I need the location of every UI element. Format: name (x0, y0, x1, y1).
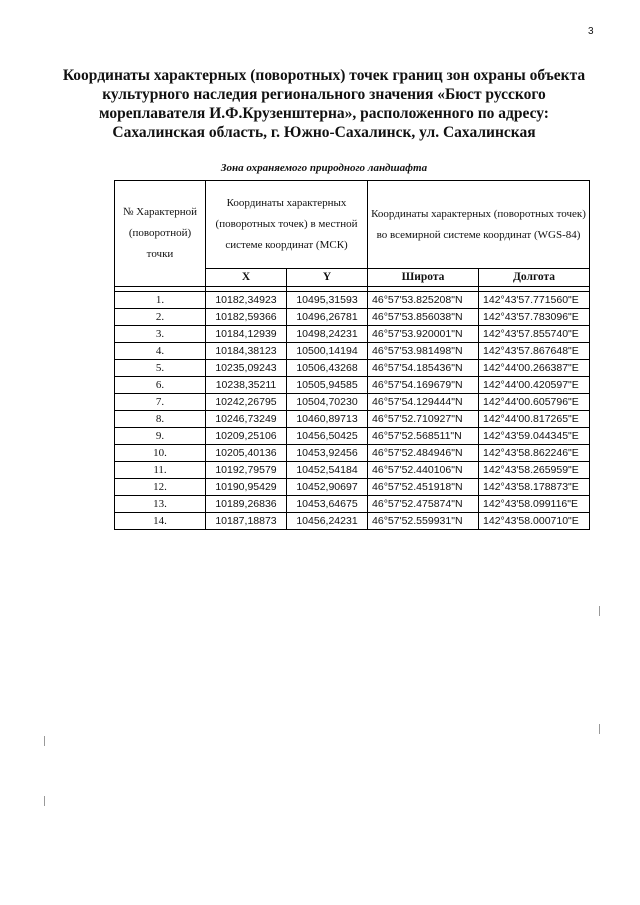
y-value: 10504,70230 (287, 394, 368, 411)
header-local-coordinates: Координаты характерных (поворотных точек) в местной системе координат (МСК) (206, 181, 368, 269)
point-number: 5. (115, 360, 206, 377)
table-row (115, 411, 590, 428)
point-number: 10. (115, 445, 206, 462)
header-wgs-coordinates: Координаты характерных (поворотных точек) во всемирной системе координат (WGS-84) (368, 181, 590, 269)
latitude-value: 46°57'52.710927"N (368, 411, 479, 428)
header-latitude: Широта (368, 269, 479, 287)
table-row (115, 309, 590, 326)
x-value: 10184,12939 (206, 326, 287, 343)
longitude-value: 142°44'00.420597"E (479, 377, 590, 394)
table-row (115, 496, 590, 513)
x-value: 10190,95429 (206, 479, 287, 496)
longitude-value: 142°43'57.855740"E (479, 326, 590, 343)
longitude-value: 142°43'57.783096"E (479, 309, 590, 326)
latitude-value: 46°57'54.129444"N (368, 394, 479, 411)
x-value: 10235,09243 (206, 360, 287, 377)
y-value: 10452,90697 (287, 479, 368, 496)
header-longitude: Долгота (479, 269, 590, 287)
x-value: 10189,26836 (206, 496, 287, 513)
latitude-value: 46°57'53.825208"N (368, 292, 479, 309)
latitude-value: 46°57'53.856038"N (368, 309, 479, 326)
longitude-value: 142°44'00.266387"E (479, 360, 590, 377)
x-value: 10209,25106 (206, 428, 287, 445)
y-value: 10496,26781 (287, 309, 368, 326)
point-number: 1. (115, 292, 206, 309)
scan-mark (44, 796, 45, 806)
table-row (115, 326, 590, 343)
y-value: 10452,54184 (287, 462, 368, 479)
header-point-number: № Характерной (поворотной) точки (115, 181, 206, 287)
table-row (115, 394, 590, 411)
table-row (115, 462, 590, 479)
table-row (115, 377, 590, 394)
latitude-value: 46°57'53.920001"N (368, 326, 479, 343)
longitude-value: 142°43'58.178873"E (479, 479, 590, 496)
x-value: 10205,40136 (206, 445, 287, 462)
page-number: 3 (588, 26, 594, 37)
latitude-value: 46°57'52.568511"N (368, 428, 479, 445)
point-number: 7. (115, 394, 206, 411)
point-number: 6. (115, 377, 206, 394)
point-number: 9. (115, 428, 206, 445)
table-row (115, 292, 590, 309)
longitude-value: 142°44'00.817265"E (479, 411, 590, 428)
latitude-value: 46°57'52.475874"N (368, 496, 479, 513)
table-row (115, 428, 590, 445)
longitude-value: 142°43'58.265959"E (479, 462, 590, 479)
latitude-value: 46°57'52.559931"N (368, 513, 479, 530)
point-number: 8. (115, 411, 206, 428)
latitude-value: 46°57'52.484946"N (368, 445, 479, 462)
y-value: 10456,24231 (287, 513, 368, 530)
latitude-value: 46°57'54.185436"N (368, 360, 479, 377)
title-line: мореплавателя И.Ф.Крузенштерна», расположенного по адресу: (99, 105, 549, 122)
y-value: 10460,89713 (287, 411, 368, 428)
y-value: 10456,50425 (287, 428, 368, 445)
x-value: 10246,73249 (206, 411, 287, 428)
title-line: Сахалинская область, г. Южно-Сахалинск, ул. Сахалинская (112, 124, 536, 141)
x-value: 10182,34923 (206, 292, 287, 309)
header-x: X (206, 269, 287, 287)
y-value: 10506,43268 (287, 360, 368, 377)
x-value: 10192,79579 (206, 462, 287, 479)
point-number: 2. (115, 309, 206, 326)
x-value: 10242,26795 (206, 394, 287, 411)
x-value: 10184,38123 (206, 343, 287, 360)
longitude-value: 142°43'58.862246"E (479, 445, 590, 462)
y-value: 10500,14194 (287, 343, 368, 360)
y-value: 10453,64675 (287, 496, 368, 513)
longitude-value: 142°43'59.044345"E (479, 428, 590, 445)
point-number: 14. (115, 513, 206, 530)
table-caption: Зона охраняемого природного ландшафта (220, 162, 428, 174)
table-row (115, 360, 590, 377)
x-value: 10182,59366 (206, 309, 287, 326)
table-row (115, 445, 590, 462)
x-value: 10238,35211 (206, 377, 287, 394)
document-title (40, 66, 608, 142)
y-value: 10498,24231 (287, 326, 368, 343)
coordinates-table (114, 180, 590, 530)
scan-mark (599, 606, 600, 616)
scan-mark (599, 724, 600, 734)
longitude-value: 142°43'58.099116"E (479, 496, 590, 513)
point-number: 11. (115, 462, 206, 479)
longitude-value: 142°43'58.000710"E (479, 513, 590, 530)
y-value: 10505,94585 (287, 377, 368, 394)
point-number: 3. (115, 326, 206, 343)
y-value: 10495,31593 (287, 292, 368, 309)
table-row (115, 479, 590, 496)
title-line: Координаты характерных (поворотных) точек границ зон охраны объекта (62, 67, 586, 84)
longitude-value: 142°44'00.605796"E (479, 394, 590, 411)
table-row (115, 343, 590, 360)
latitude-value: 46°57'54.169679"N (368, 377, 479, 394)
y-value: 10453,92456 (287, 445, 368, 462)
latitude-value: 46°57'53.981498"N (368, 343, 479, 360)
longitude-value: 142°43'57.771560"E (479, 292, 590, 309)
point-number: 12. (115, 479, 206, 496)
scan-mark (44, 736, 45, 746)
table-row (115, 513, 590, 530)
latitude-value: 46°57'52.440106"N (368, 462, 479, 479)
latitude-value: 46°57'52.451918"N (368, 479, 479, 496)
header-y: Y (287, 269, 368, 287)
x-value: 10187,18873 (206, 513, 287, 530)
title-line: культурного наследия регионального значения «Бюст русского (102, 86, 546, 103)
longitude-value: 142°43'57.867648"E (479, 343, 590, 360)
point-number: 4. (115, 343, 206, 360)
point-number: 13. (115, 496, 206, 513)
